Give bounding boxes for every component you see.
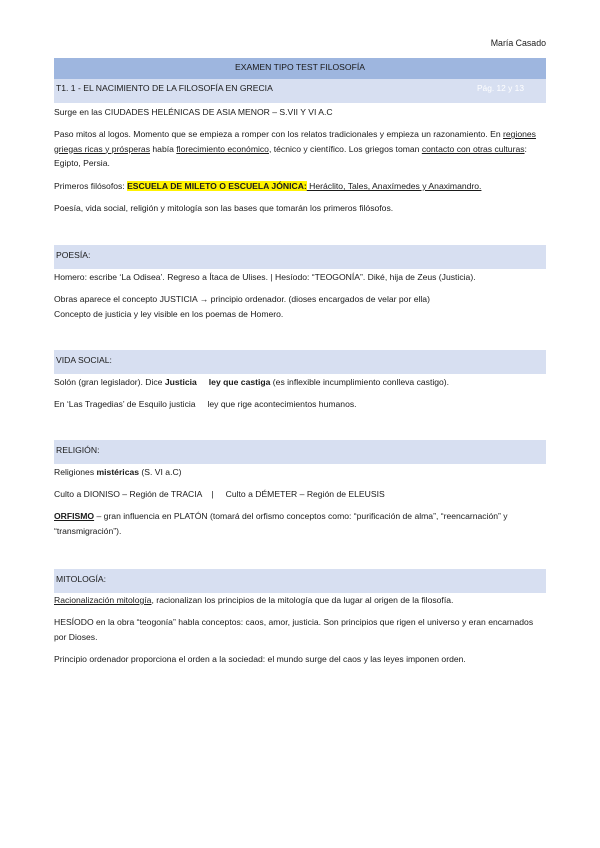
highlighted-text: ESCUELA DE MILETO O ESCUELA JÓNICA:	[127, 181, 307, 191]
religion-paragraph-2: Culto a DIONISO – Región de TRACIA | Culto a DÉMETER – Región de ELEUSIS	[54, 489, 385, 499]
section-header-vida-social: VIDA SOCIAL:	[54, 350, 546, 374]
section-header-mitologia: MITOLOGÍA:	[54, 569, 546, 593]
intro-paragraph-3	[54, 179, 546, 194]
intro-paragraph-4: Poesía, vida social, religión y mitología son las bases que tomarán los primeros filósofos.	[54, 203, 394, 213]
intro-paragraph-1: Surge en las CIUDADES HELÉNICAS DE ASIA MENOR – S.VII Y VI A.C	[54, 107, 333, 117]
religion-paragraph-3	[54, 509, 546, 538]
mitologia-paragraph-3: Principio ordenador proporciona el orden a la sociedad: el mundo surge del caos y las leyes imponen orden.	[54, 654, 466, 664]
poesia-paragraph-3: Concepto de justicia y ley visible en los poemas de Homero.	[54, 309, 284, 319]
text-run: Primeros filósofos:	[54, 181, 128, 191]
bold-text: mistéricas	[96, 467, 140, 477]
page-reference: Pág. 12 y 13	[476, 83, 524, 93]
topic-title: T1. 1 - EL NACIMIENTO DE LA FILOSOFÍA EN GRECIA	[56, 83, 273, 93]
underlined-text: contacto con otras culturas	[421, 143, 525, 154]
exam-title: EXAMEN TIPO TEST FILOSOFÍA	[54, 58, 546, 79]
poesia-paragraph-1: Homero: escribe ‘La Odisea’. Regreso a Ítaca de Ulises. | Hesíodo: “TEOGONÍA”. Diké, hija de Zeus (Justicia).	[54, 272, 476, 282]
text-run: Paso mitos al logos. Momento que se empieza a romper con los relatos tradicionales y empieza un razonamiento. En	[54, 129, 504, 139]
mitologia-paragraph-2: HESÍODO en la obra “teogonía” habla conceptos: caos, amor, justicia. Son principios que rigen el universo y eran encarnados por Dioses.	[54, 617, 534, 642]
underlined-text: Racionalización mitología	[54, 595, 152, 605]
underlined-text: regiones griegas ricas y prósperas	[54, 129, 536, 154]
topic-header	[54, 79, 546, 103]
text-run: – gran influencia en PLATÓN (tomará del orfismo conceptos como: “purificación de alma”, “reencarnación” y “transmigración”).	[54, 511, 508, 536]
text-run: : Egipto, Persia.	[54, 143, 527, 168]
vida-paragraph-1	[54, 375, 546, 390]
mitologia-paragraph-1	[54, 593, 546, 608]
text-run: Solón (gran legislador). Dice	[54, 377, 165, 387]
text-run: había	[150, 143, 177, 154]
underlined-text: Heráclito, Tales, Anaxímedes y Anaximandro.	[306, 181, 482, 191]
text-run: , racionalizan los principios de la mitología que da lugar al origen de la filosofía.	[151, 595, 454, 605]
religion-paragraph-1	[54, 465, 546, 480]
poesia-paragraph-2: Obras aparece el concepto JUSTICIA → principio ordenador. (dioses encargados de velar por ella)	[54, 294, 430, 304]
bold-text: Justicia	[164, 377, 197, 387]
text-run: (es inflexible incumplimiento conlleva castigo).	[270, 377, 450, 387]
vida-paragraph-2: En ‘Las Tragedias’ de Esquilo justicia ley que rige acontecimientos humanos.	[54, 399, 357, 409]
bold-underlined-text: ORFISMO	[54, 511, 95, 521]
section-header-religion: RELIGIÓN:	[54, 440, 546, 464]
bold-text: ley que castiga	[208, 377, 271, 387]
intro-paragraph-2	[54, 127, 546, 171]
underlined-text: florecimiento económico	[176, 143, 269, 154]
author-name: María Casado	[490, 38, 546, 48]
text-run: Religiones	[54, 467, 97, 477]
text-run: , técnico y científico. Los griegos toman	[268, 143, 422, 154]
text-run	[197, 377, 209, 387]
text-run: (S. VI a.C)	[139, 467, 182, 477]
section-header-poesia: POESÍA:	[54, 245, 546, 269]
